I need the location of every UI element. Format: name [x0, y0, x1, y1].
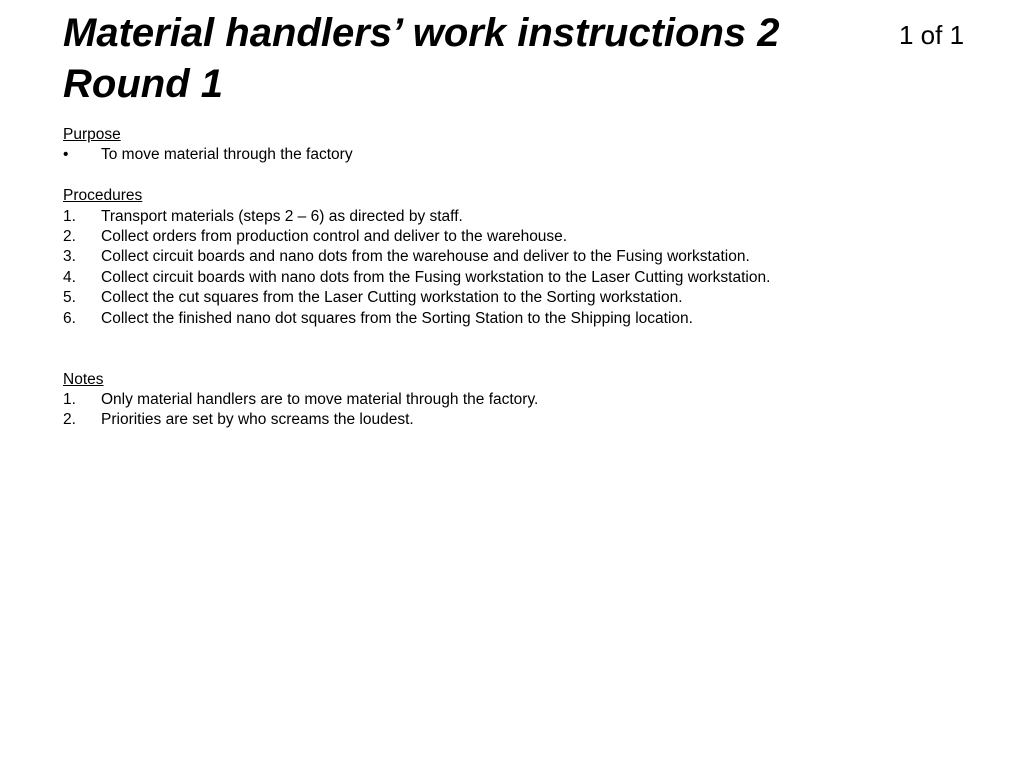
list-number: 4.	[63, 268, 76, 286]
notes-section	[63, 370, 963, 431]
list-number: 6.	[63, 309, 76, 327]
procedure-item	[63, 309, 963, 329]
procedure-item-text: Collect the finished nano dot squares from the Sorting Station to the Shipping location.	[101, 309, 693, 327]
section-spacer	[63, 329, 963, 370]
note-item	[63, 410, 963, 430]
slide-title-line-2: Round 1	[63, 62, 223, 106]
procedures-heading: Procedures	[63, 187, 143, 205]
slide-body	[63, 125, 963, 431]
list-number: 1.	[63, 391, 76, 409]
list-number: 5.	[63, 289, 76, 307]
procedure-item	[63, 268, 963, 288]
list-number: 3.	[63, 248, 76, 266]
procedure-item	[63, 227, 963, 247]
procedure-item-text: Collect the cut squares from the Laser Cutting workstation to the Sorting workstation.	[101, 289, 683, 307]
procedure-item	[63, 288, 963, 308]
purpose-section	[63, 125, 963, 166]
note-item-text: Only material handlers are to move material through the factory.	[101, 391, 539, 409]
list-number: 1.	[63, 207, 76, 225]
procedure-item-text: Collect orders from production control and deliver to the warehouse.	[101, 227, 568, 245]
notes-heading: Notes	[63, 370, 104, 388]
note-item	[63, 390, 963, 410]
list-number: 2.	[63, 227, 76, 245]
slide-title	[63, 8, 883, 110]
purpose-item	[63, 145, 963, 165]
slide-title-line-1: Material handlers’ work instructions 2	[63, 11, 780, 55]
bullet-marker: •	[63, 146, 69, 164]
procedure-item	[63, 247, 963, 267]
procedure-item-text: Transport materials (steps 2 – 6) as directed by staff.	[101, 207, 463, 225]
procedure-item-text: Collect circuit boards with nano dots from the Fusing workstation to the Laser Cutting workstation.	[101, 268, 771, 286]
note-item-text: Priorities are set by who screams the loudest.	[101, 411, 414, 429]
section-spacer	[63, 166, 963, 186]
procedure-item	[63, 207, 963, 227]
procedure-item-text: Collect circuit boards and nano dots from the warehouse and deliver to the Fusing workstation.	[101, 248, 750, 266]
procedures-section	[63, 186, 963, 329]
list-number: 2.	[63, 411, 76, 429]
page-number: 1 of 1	[899, 20, 965, 50]
purpose-heading: Purpose	[63, 126, 121, 143]
purpose-item-text: To move material through the factory	[101, 146, 353, 164]
